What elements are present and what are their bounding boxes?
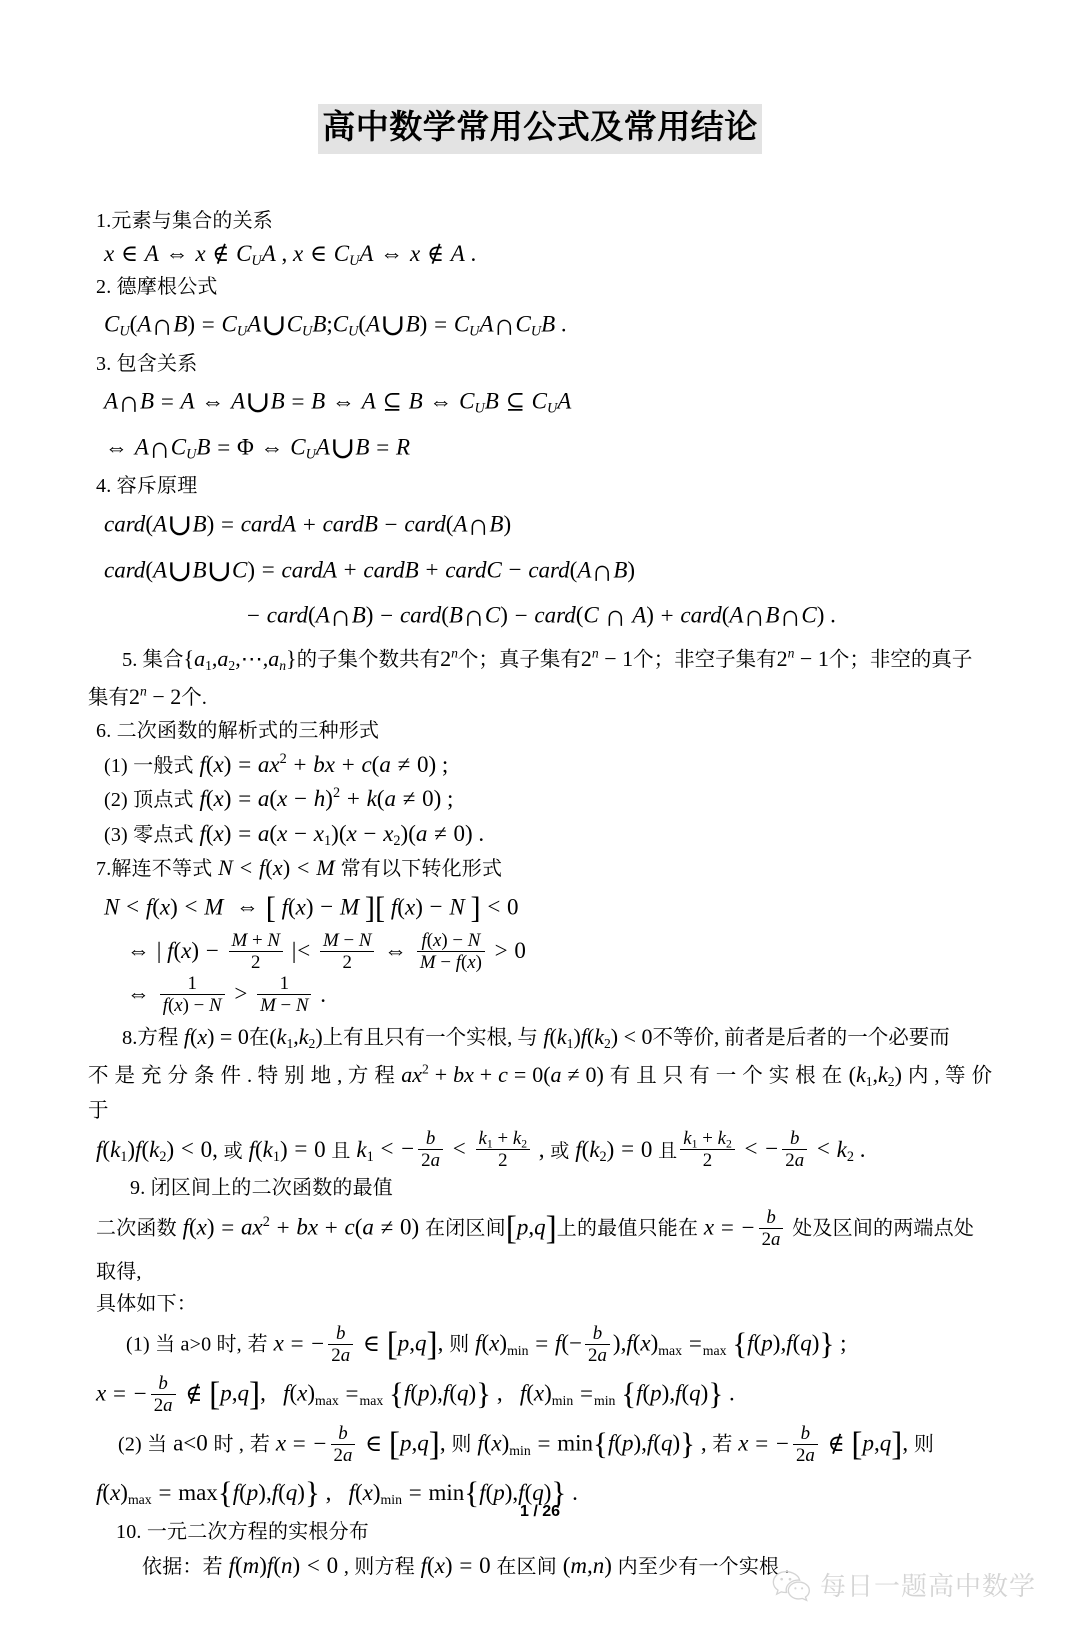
section-1-formula: x ∈ A ⇔ x ∉ $C_UA$ , x ∈ $C_UA$ ⇔ x ∉ A . bbox=[104, 241, 477, 270]
section-5-text-6: 集有 bbox=[88, 686, 129, 709]
section-7-title-b: 常有以下转化形式 bbox=[340, 858, 503, 881]
section-10-title: 一元二次方程的实根分布 bbox=[146, 1521, 370, 1544]
section-6-item-2-label: (2) 顶点式 bbox=[104, 789, 194, 812]
section-3-number: 3. bbox=[96, 352, 112, 375]
section-7-heading: 7.解连不等式 N < f(x) < M 常有以下转化形式 bbox=[96, 855, 503, 881]
section-9-title: 闭区间上的二次函数的最值 bbox=[150, 1176, 394, 1199]
section-8-conj-1: 或 bbox=[223, 1140, 243, 1162]
fraction-b-over-2a-5: $\frac{b}{2a}$ bbox=[585, 1323, 610, 1366]
section-8-paragraph: 8.方程 f(x) = 0在$(k_1,k_2)$上有且只有一个实根, 与 $f(k_1)f(k_2) < 0$不等价, 前者是后者的一个必要而 不 是 充 分 条 件 . 特 别 地 , 方 程 $ax^2$ + bx + c = 0(a ≠ 0) 有 且 只 有 一 个 实 根 在 $(k_1,k_2)$ 内 , 等 价 于 bbox=[88, 1023, 993, 1123]
section-9-case-2-then: 则 bbox=[451, 1434, 472, 1457]
section-5-paragraph: 5. 集合$\{a_1,a_2,\cdots,a_n\}$的子集个数共有2$^n$个；真子集有2$^n$ − 1个；非空子集有2$^n$ − 1个；非空的真子 集有2$^n$ − 2个. bbox=[88, 645, 973, 709]
section-6-title: 二次函数的解析式的三种形式 bbox=[116, 720, 380, 743]
section-4-heading bbox=[96, 471, 992, 503]
section-8-text-e: 不 是 充 分 条 件 . 特 别 地 , 方 程 bbox=[88, 1065, 396, 1087]
section-5-text-1: 集合 bbox=[142, 648, 184, 671]
document-body bbox=[0, 206, 1080, 1584]
wechat-icon bbox=[770, 1568, 810, 1602]
section-9-case-1b: x = − $\frac{b}{2a}$ ∉ [p,q], f(x)max =max {f(p),f(q)} , f(x)min =min {f(p),f(q)} . bbox=[96, 1372, 735, 1416]
section-9-case-2-then2: 则 bbox=[913, 1434, 935, 1457]
section-7-formula-1: N < f(x) < M ⇔ [ f(x) − M ][ f(x) − N ] < 0 bbox=[104, 890, 519, 925]
section-7-formula-3: ⇔ $\frac{1}{f(x) - N}$ > $\frac{1}{M - N}$ . bbox=[127, 973, 326, 1017]
section-9-case-1a: (1) 当 a>0 时, 若 x = − $\frac{b}{2a}$ ∈ [p,q], 则 f(x)min = f(− $\frac{b}{2a}$ ),f(x)max =max {f(p),f(q)} ; bbox=[126, 1322, 847, 1366]
section-10-number: 10. bbox=[116, 1521, 142, 1544]
section-9-number: 9. bbox=[130, 1176, 146, 1199]
section-9-case-2-if2: 若 bbox=[712, 1434, 733, 1457]
page-title: 高中数学常用公式及常用结论 bbox=[318, 104, 762, 154]
section-9-case-2-cond: a<0 bbox=[173, 1431, 208, 1457]
fraction-m-plus-n-over-2: $\frac{M + N}{2}$ bbox=[229, 930, 283, 973]
watermark-text: 每日一题高中数学 bbox=[820, 1571, 1037, 1601]
section-9-intro-c: 上的最值只能在 bbox=[556, 1217, 699, 1240]
section-10-basis: 依据：若 f(m)f(n) < 0 , 则方程 f(x) = 0 在区间 (m,n) 内至少有一个实根 . bbox=[142, 1552, 790, 1578]
section-2-heading bbox=[96, 272, 992, 304]
section-9-intro-b: 在闭区间 bbox=[424, 1217, 506, 1240]
section-9-case-2a: (2) 当 a<0 时 , 若 x = − $\frac{b}{2a}$ ∈ [p,q], 则 f(x)min = min{f(p),f(q)} , 若 x = − $\frac{b}{2a}$ ∉ [p,q], 则 bbox=[118, 1422, 935, 1466]
section-6-item-1-label: (1) 一般式 bbox=[104, 754, 194, 777]
section-6-heading bbox=[96, 716, 992, 748]
section-10-basis-c: 在区间 bbox=[496, 1555, 557, 1578]
section-4-formula-1: card(A∪B) = cardA + cardB − card(A∩B) bbox=[104, 508, 512, 542]
section-7-title-a: 解连不等式 bbox=[111, 858, 213, 881]
section-9-heading bbox=[96, 1173, 992, 1205]
section-9-case-2-if: 若 bbox=[249, 1434, 271, 1457]
section-9-intro-e: 具体如下： bbox=[96, 1292, 197, 1315]
section-1-heading bbox=[96, 206, 992, 238]
section-5-text-7: 个. bbox=[181, 686, 207, 709]
section-2-formula: $C_U(A\cap B)$ = $C_UA\cup C_UB;C_U(A\cup B)$ = $C_UA\cap C_UB$ . bbox=[104, 308, 567, 343]
fraction-b-over-2a-2: $\frac{b}{2a}$ bbox=[782, 1128, 807, 1171]
fraction-b-over-2a-1: $\frac{b}{2a}$ bbox=[418, 1128, 443, 1171]
section-7-number: 7. bbox=[96, 858, 112, 881]
fraction-one-over-m-minus-n: $\frac{1}{M - N}$ bbox=[257, 973, 311, 1016]
page-number-footer: 1 / 26 bbox=[519, 1503, 561, 1520]
section-5-number: 5. bbox=[122, 648, 138, 671]
section-8-conj-3: 或 bbox=[550, 1140, 570, 1162]
section-7-formula-2: ⇔ | f(x) − $\frac{M + N}{2}$ |< $\frac{M - N}{2}$ ⇔ $\frac{f(x) - N}{M - f(x)}$ > 0 bbox=[127, 929, 526, 973]
section-9-intro-d: 处及区间的两端点处取得, bbox=[96, 1217, 975, 1284]
section-4-number: 4. bbox=[96, 475, 112, 498]
section-4-formula-3: − card(A∩B) − card(B∩C) − card(C ∩ A) + card(A∩B∩C) . bbox=[247, 599, 836, 634]
section-9-case-1-if: 若 bbox=[247, 1334, 268, 1357]
section-6-item-1: (1) 一般式 $f(x) = ax^2$ + bx + c(a ≠ 0) ; bbox=[104, 750, 449, 777]
fraction-b-over-2a-4: $\frac{b}{2a}$ bbox=[328, 1323, 353, 1366]
section-9-intro: 二次函数 $f(x) = ax^2$ + bx + c(a ≠ 0) 在闭区间[p,q]上的最值只能在 x = − $\frac{b}{2a}$ 处及区间的两端点处取得, bbox=[96, 1206, 975, 1284]
section-3-formula-1: A∩B = A ⇔ A∪B = B ⇔ A ⊆ B ⇔ $C_UB$ ⊆ $C_UA$ bbox=[104, 385, 572, 420]
section-1-title: 元素与集合的关系 bbox=[111, 209, 274, 232]
section-2-number: 2. bbox=[96, 275, 112, 298]
section-9-case-2b: f(x)max = max{f(p),f(q)} , f(x)min = min{f(p),f(q)} . bbox=[96, 1475, 578, 1511]
section-5-text-2: 的子集个数共有 bbox=[296, 648, 441, 671]
section-9-case-2-when: 时 , bbox=[213, 1434, 245, 1457]
section-8-conj-2: 且 bbox=[331, 1140, 351, 1162]
section-5-text-5: 个；非空的真子 bbox=[828, 648, 973, 671]
section-5-text-4: 个；非空子集有 bbox=[633, 648, 777, 671]
section-8-text-f: 有 且 只 有 一 个 实 根 在 bbox=[609, 1065, 843, 1087]
section-9-case-2-label: (2) 当 bbox=[118, 1434, 168, 1457]
section-9-case-1-label: (1) 当 a>0 时, bbox=[126, 1334, 242, 1357]
fraction-b-over-2a-7: $\frac{b}{2a}$ bbox=[331, 1423, 356, 1466]
section-8-text-b: 在 bbox=[248, 1026, 270, 1049]
section-4-title: 容斥原理 bbox=[116, 475, 198, 498]
section-6-number: 6. bbox=[96, 720, 112, 743]
section-9-case-1-then: 则 bbox=[449, 1334, 470, 1357]
section-8-number: 8. bbox=[122, 1026, 138, 1049]
fraction-m-minus-n-over-2: $\frac{M - N}{2}$ bbox=[320, 930, 374, 973]
section-8-text-c: 上有且只有一个实根, 与 bbox=[322, 1026, 538, 1049]
watermark bbox=[770, 1566, 1036, 1603]
section-10-basis-d: 内至少有一个实根 . bbox=[617, 1555, 790, 1578]
fraction-b-over-2a-6: $\frac{b}{2a}$ bbox=[151, 1373, 176, 1416]
section-3-formula-2: ⇔ $A\cap C_UB = \Phi$ ⇔ $C_UA\cup B = R$ bbox=[105, 430, 411, 465]
section-9-intro-a: 二次函数 bbox=[96, 1217, 177, 1240]
page-title-wrap bbox=[0, 104, 1080, 154]
section-5-text-3: 个；真子集有 bbox=[457, 648, 581, 671]
section-3-title: 包含关系 bbox=[116, 352, 198, 375]
section-10-heading bbox=[96, 1517, 992, 1549]
fraction-fx-minus-n-over-m-minus-fx: $\frac{f(x) - N}{M - f(x)}$ bbox=[417, 930, 485, 973]
section-3-heading bbox=[96, 349, 992, 381]
section-6-item-3: (3) 零点式 $f(x) = a(x - x_1)(x - x_2)(a \ne 0)$ . bbox=[104, 820, 485, 849]
section-8-text-g: 内 , 等 价 于 bbox=[88, 1065, 993, 1123]
document-page bbox=[0, 104, 1080, 1631]
section-6-item-3-label: (3) 零点式 bbox=[104, 823, 194, 846]
section-2-title: 德摩根公式 bbox=[116, 275, 218, 298]
fraction-one-over-fx-minus-n: $\frac{1}{f(x) - N}$ bbox=[160, 973, 225, 1016]
section-6-item-2: (2) 顶点式 $f(x) = a(x - h)^2 + k(a \ne 0)$ ; bbox=[104, 785, 454, 812]
section-8-text-a: 方程 bbox=[137, 1026, 179, 1049]
section-8-text-d: 不等价, 前者是后者的一个必要而 bbox=[652, 1026, 950, 1049]
section-1-number: 1. bbox=[96, 209, 112, 232]
section-10-basis-b: , 则方程 bbox=[343, 1555, 415, 1578]
section-8-formula: $f(k_1)f(k_2) < 0$, 或 $f(k_1) = 0$ 且 $k_1$ < − $\frac{b}{2a}$ < $\frac{k_1 + k_2}{2}$ , 或 $f(k_2) = 0$ 且 $\frac{k_1 + k_2}{2}$ < − $\frac{b}{2a}$ < $k_2$ . bbox=[96, 1128, 866, 1172]
fraction-b-over-2a-3: $\frac{b}{2a}$ bbox=[759, 1207, 784, 1250]
fraction-k1-plus-k2-over-2-2: $\frac{k_1 + k_2}{2}$ bbox=[680, 1128, 735, 1171]
section-4-formula-2: card(A∪B∪C) = cardA + cardB + cardC − card(A∩B) bbox=[104, 553, 636, 588]
fraction-k1-plus-k2-over-2-1: $\frac{k_1 + k_2}{2}$ bbox=[476, 1128, 531, 1171]
fraction-b-over-2a-8: $\frac{b}{2a}$ bbox=[793, 1423, 818, 1466]
section-10-basis-a: 依据：若 bbox=[142, 1555, 223, 1578]
section-8-conj-4: 且 bbox=[658, 1140, 678, 1162]
